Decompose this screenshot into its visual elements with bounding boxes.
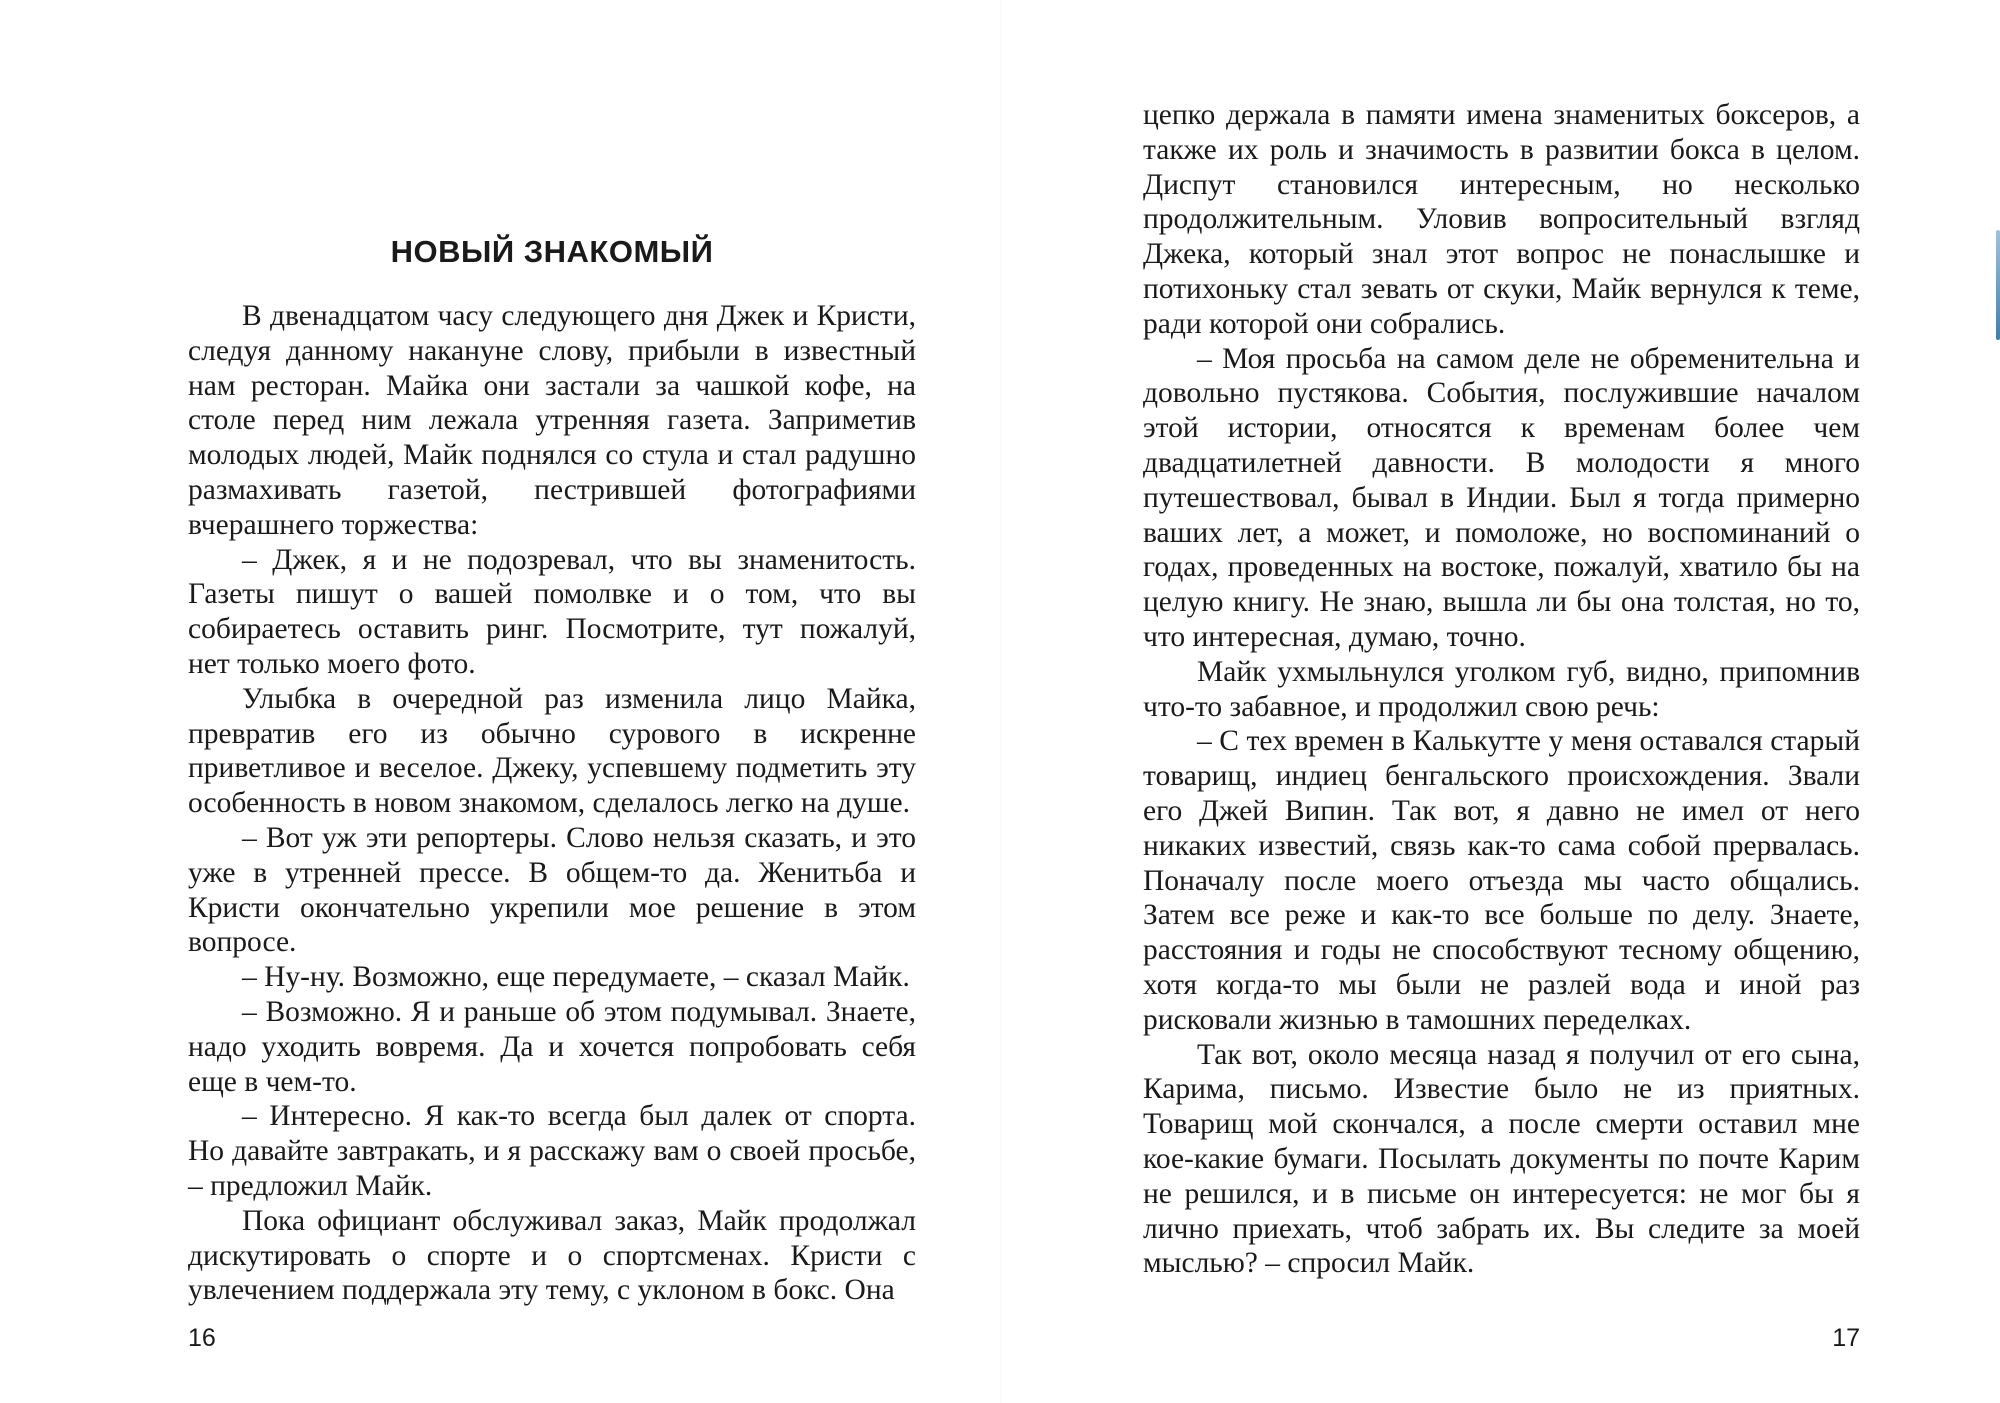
paragraph: – Интересно. Я как-то всегда был далек от спорта. Но давайте завтракать, и я расскажу вам о своей просьбе, – предложил Майк. <box>188 1100 916 1202</box>
paragraph: Майк ухмыльнулся уголком губ, видно, припомнив что-то забавное, и продолжил свою речь: <box>1143 655 1860 723</box>
paragraph: Пока официант обслуживал заказ, Майк продолжал дискутировать о спорте и о спортсменах. Кристи с увлечением поддержала эту тему, с уклоном в бокс. Она <box>188 1204 916 1307</box>
paragraph: В двенадцатом часу следующего дня Джек и Кристи, следуя данному накануне слову, прибыли в известный нам ресторан. Майка они застали за чашкой кофе, на столе перед ним лежала утренняя газета. Заприметив молодых людей, Майк поднялся со стула и стал радушно размахивать газетой, пестрившей фотографиями вчерашнего торжества: <box>188 300 916 541</box>
paragraph-continued: цепко держала в памяти имена знаменитых боксеров, а также их роль и значимость в развитии бокса в целом. Диспут становился интересным, но несколько продолжительным. Уловив вопросительный взгляд Джека, который знал этот вопрос не понаслышке и потихоньку стал зевать от скуки, Майк вернулся к теме, ради которой они собрались. <box>1143 99 1860 340</box>
chapter-title: НОВЫЙ ЗНАКОМЫЙ <box>390 234 714 269</box>
paragraph: – Джек, я и не подозревал, что вы знаменитость. Газеты пишут о вашей помолвке и о том, что вы собираетесь оставить ринг. Посмотрите, тут пожалуй, нет только моего фото. <box>188 543 916 680</box>
page-number-right: 17 <box>1832 1324 1860 1352</box>
paragraph: – Моя просьба на самом деле не обременительна и довольно пустякова. События, послужившие началом этой истории, относятся к временам более чем двадцатилетней давности. В молодости я много путешествовал, бывал в Индии. Был я тогда примерно ваших лет, а может, и помоложе, но воспоминаний о годах, проведенных на востоке, пожалуй, хватило бы на целую книгу. Не знаю, вышла ли бы она толстая, но то, что интересная, думаю, точно. <box>1143 342 1860 653</box>
right-page <box>1002 0 2000 1403</box>
paragraph: – Возможно. Я и раньше об этом подумывал. Знаете, надо уходить вовремя. Да и хочется попробовать себя еще в чем-то. <box>188 995 916 1098</box>
right-page-text <box>1143 98 1860 1281</box>
paragraph: – Ну-ну. Возможно, еще передумаете, – сказал Майк. <box>242 961 910 994</box>
paragraph: Так вот, около месяца назад я получил от его сына, Карима, письмо. Известие было не из приятных. Товарищ мой скончался, а после смерти оставил мне кое-какие бумаги. Посылать документы по почте Карим не решился, и в письме он интересуется: не мог бы я лично приехать, чтоб забрать их. Вы следите за моей мыслью? – спросил Майк. <box>1143 1038 1860 1280</box>
page-edge-marker <box>1996 230 2000 340</box>
left-page-text <box>188 299 916 1308</box>
paragraph: Улыбка в очередной раз изменила лицо Майка, превратив его из обычно сурового в искренне приветливое и веселое. Джеку, успевшему подметить эту особенность в новом знакомом, сделалось легко на душе. <box>188 682 916 820</box>
paragraph: – Вот уж эти репортеры. Слово нельзя сказать, и это уже в утренней прессе. В общем-то да. Женитьба и Кристи окончательно укрепили мое решение в этом вопросе. <box>188 821 916 959</box>
page-number-left: 16 <box>188 1324 216 1352</box>
paragraph: – С тех времен в Калькутте у меня оставался старый товарищ, индиец бенгальского происхождения. Звали его Джей Випин. Так вот, я давно не имел от него никаких известий, связь как-то сама собой прервалась. Поначалу после моего отъезда мы часто общались. Затем все реже и как-то все больше по делу. Знаете, расстояния и годы не способствуют тесному общению, хотя когда-то мы были не разлей вода и иной раз рисковали жизнью в тамошних переделках. <box>1143 725 1860 1036</box>
